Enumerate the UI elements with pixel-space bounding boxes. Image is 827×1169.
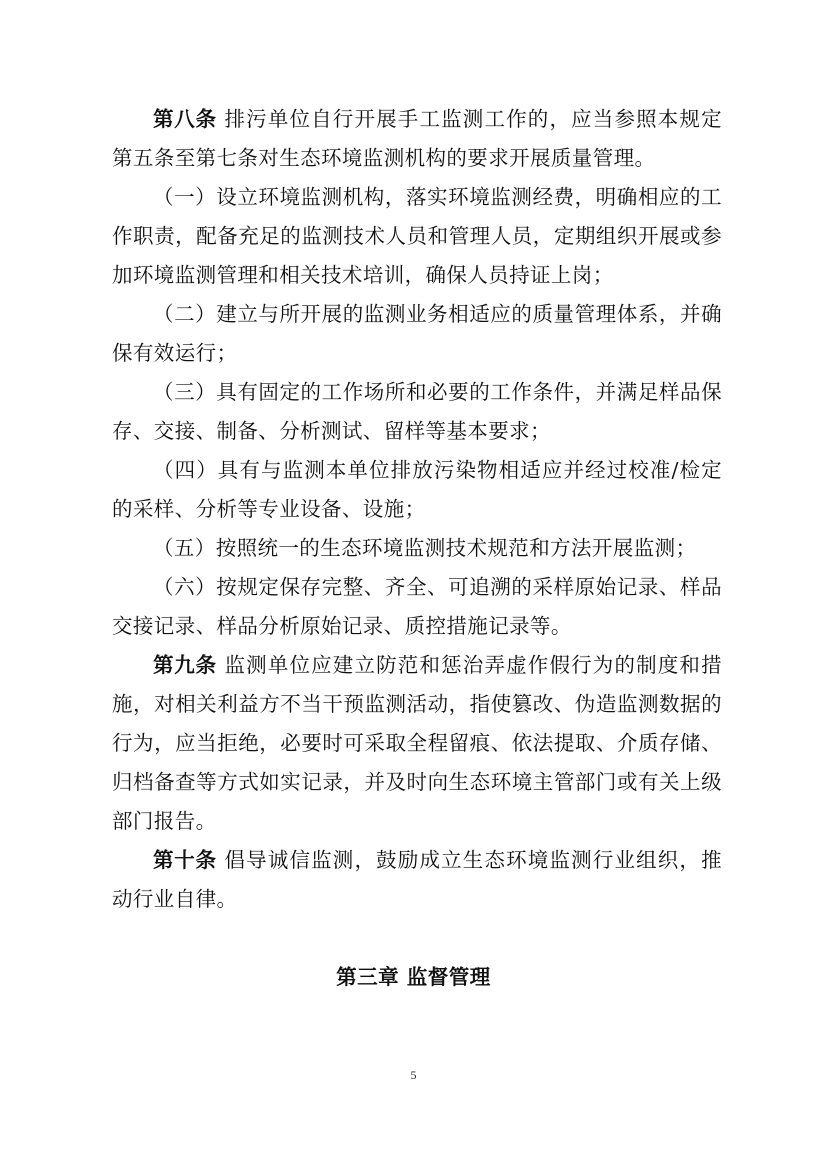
- article-9: [112, 646, 722, 841]
- article-10: [112, 841, 722, 919]
- article-10-label: 第十条: [153, 848, 217, 872]
- item-4: （四）具有与监测本单位排放污染物相适应并经过校准/检定的采样、分析等专业设备、设施；: [112, 458, 722, 521]
- item-1: （一）设立环境监测机构，落实环境监测经费，明确相应的工作职责，配备充足的监测技术人员和管理人员，定期组织开展或参加环境监测管理和相关技术培训，确保人员持证上岗；: [112, 185, 722, 287]
- article-8-label: 第八条: [153, 107, 217, 131]
- article-9-text: 监测单位应建立防范和惩治弄虚作假行为的制度和措施，对相关利益方不当干预监测活动，指使篡改、伪造监测数据的行为，应当拒绝，必要时可采取全程留痕、依法提取、介质存储、归档备查等方式如实记录，并及时向生态环境主管部门或有关上级部门报告。: [112, 653, 723, 833]
- item-3: （三）具有固定的工作场所和必要的工作条件，并满足样品保存、交接、制备、分析测试、留样等基本要求；: [112, 380, 722, 443]
- article-8: [112, 100, 722, 178]
- item-2: （二）建立与所开展的监测业务相适应的质量管理体系，并确保有效运行；: [112, 302, 722, 365]
- item-5: （五）按照统一的生态环境监测技术规范和方法开展监测；: [153, 536, 697, 560]
- page-number: 5: [410, 1068, 417, 1082]
- item-6: （六）按规定保存完整、齐全、可追溯的采样原始记录、样品交接记录、样品分析原始记录、质控措施记录等。: [112, 575, 722, 638]
- article-8-text: 排污单位自行开展手工监测工作的，应当参照本规定第五条至第七条对生态环境监测机构的要求开展质量管理。: [112, 107, 723, 170]
- chapter-heading: 第三章 监督管理: [336, 965, 491, 989]
- article-10-text: 倡导诚信监测，鼓励成立生态环境监测行业组织，推动行业自律。: [112, 848, 723, 911]
- article-9-label: 第九条: [153, 653, 217, 677]
